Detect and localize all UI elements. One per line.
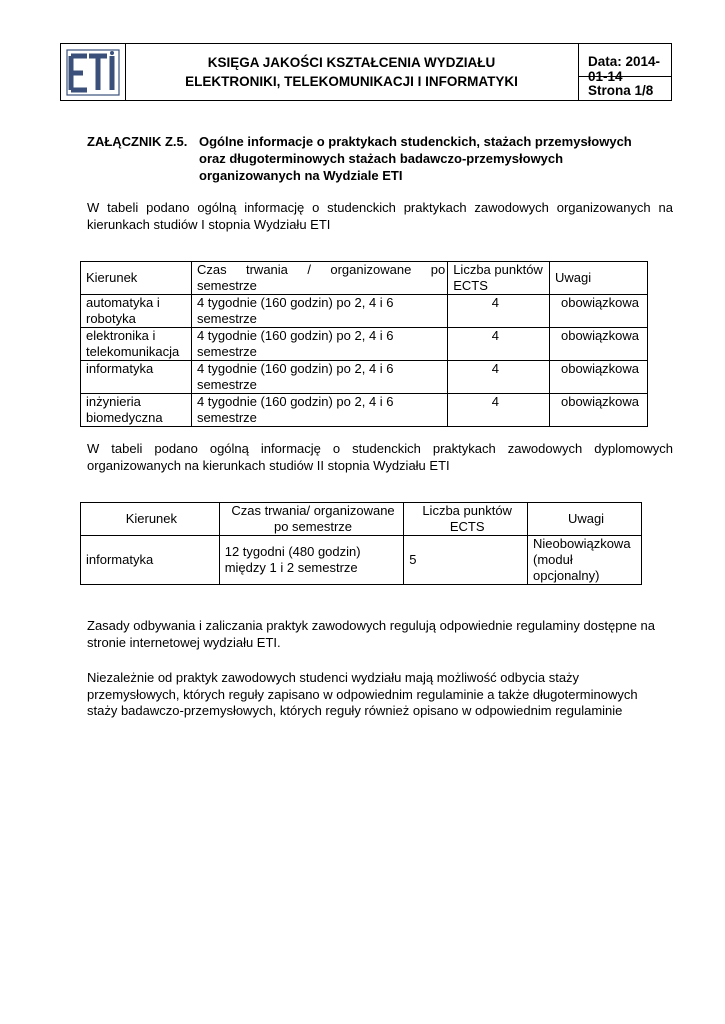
para4-line2: przemysłowych, których reguły zapisano w odpowiednim regulaminie a także długoterminowych — [87, 686, 638, 702]
table-cell: 4 — [448, 295, 550, 328]
header-cell: Uwagi — [550, 262, 648, 295]
para3-line2: stronie internetowej wydziału ETI. — [87, 634, 281, 650]
table-cell: elektronika i telekomunikacja — [81, 328, 192, 361]
header-title-line2: ELEKTRONIKI, TELEKOMUNIKACJI I INFORMATYKI — [185, 74, 518, 89]
header-cell: Czas trwania / organizowane po semestrze — [191, 262, 447, 295]
table-header-row — [81, 262, 648, 295]
table-cell: 4 — [448, 394, 550, 427]
header-title — [125, 44, 579, 100]
table-cell: 12 tygodni (480 godzin) między 1 i 2 semestrze — [219, 536, 404, 585]
table-cell: informatyka — [81, 536, 220, 585]
para3-line1: Zasady odbywania i zaliczania praktyk zawodowych regulują odpowiednie regulaminy dostępne na — [87, 618, 656, 633]
intro1-line1: W tabeli podano ogólną informację o studenckich praktykach zawodowych organizowanych na — [87, 200, 673, 215]
second-degree-table — [80, 502, 642, 585]
intro2-line2: organizowanych na kierunkach studiów II stopnia Wydziału ETI — [87, 457, 450, 473]
header-date: Data: 2014-01-14 — [579, 44, 672, 77]
table-cell: obowiązkowa — [550, 361, 648, 394]
annex-label: ZAŁĄCZNIK Z.5. — [87, 134, 188, 149]
header-cell: Liczba punktów ECTS — [448, 262, 550, 295]
table-cell: automatyka i robotyka — [81, 295, 192, 328]
para4-line1: Niezależnie od praktyk zawodowych studenci wydziału mają możliwość odbycia staży — [87, 670, 580, 685]
table-cell: 4 — [448, 328, 550, 361]
annex-title-line1: Ogólne informacje o praktykach studenckich, stażach przemysłowych — [199, 134, 632, 149]
table-cell: 4 — [448, 361, 550, 394]
table-cell: Nieobowiązkowa (moduł opcjonalny) — [528, 536, 642, 585]
eti-logo-icon — [61, 44, 125, 100]
para4-line3: staży badawczo-przemysłowych, których reguły również opisano w odpowiednim regulaminie — [87, 703, 623, 718]
table-cell: 5 — [404, 536, 528, 585]
table-cell: obowiązkowa — [550, 394, 648, 427]
intro1-line2: kierunkach studiów I stopnia Wydziału ETI — [87, 216, 331, 232]
table-cell: inżynieria biomedyczna — [81, 394, 192, 427]
first-degree-table — [80, 261, 648, 427]
header-cell: Czas trwania/ organizowane po semestrze — [219, 503, 404, 536]
table-row — [81, 328, 648, 361]
table-row — [81, 295, 648, 328]
intro-paragraph-2 — [87, 441, 673, 474]
table-cell: 4 tygodnie (160 godzin) po 2, 4 i 6 semestrze — [191, 295, 447, 328]
internships-paragraph — [87, 670, 673, 720]
header-cell: Kierunek — [81, 262, 192, 295]
eti-logo — [61, 44, 126, 100]
table-cell: obowiązkowa — [550, 328, 648, 361]
intro-paragraph-1 — [87, 200, 673, 233]
table-cell: 4 tygodnie (160 godzin) po 2, 4 i 6 semestrze — [191, 394, 447, 427]
header-cell: Uwagi — [528, 503, 642, 536]
table-cell: informatyka — [81, 361, 192, 394]
header-page-number: Strona 1/8 — [588, 83, 654, 98]
table-row — [81, 536, 642, 585]
intro2-line1: W tabeli podano ogólną informację o studenckich praktykach zawodowych dyplomowych — [87, 441, 673, 456]
rules-paragraph — [87, 618, 673, 651]
table-row — [81, 394, 648, 427]
header-title-line1: KSIĘGA JAKOŚCI KSZTAŁCENIA WYDZIAŁU — [207, 55, 496, 70]
table-row — [81, 361, 648, 394]
table-cell: 4 tygodnie (160 godzin) po 2, 4 i 6 semestrze — [191, 361, 447, 394]
document-header — [60, 43, 672, 101]
header-cell: Liczba punktów ECTS — [404, 503, 528, 536]
annex-title-line2: oraz długoterminowych stażach badawczo-przemysłowych — [199, 151, 564, 166]
annex-title-line3: organizowanych na Wydziale ETI — [199, 168, 403, 183]
table-cell: 4 tygodnie (160 godzin) po 2, 4 i 6 semestrze — [191, 328, 447, 361]
header-cell: Kierunek — [81, 503, 220, 536]
table-header-row — [81, 503, 642, 536]
table-cell: obowiązkowa — [550, 295, 648, 328]
annex-title — [199, 133, 669, 184]
